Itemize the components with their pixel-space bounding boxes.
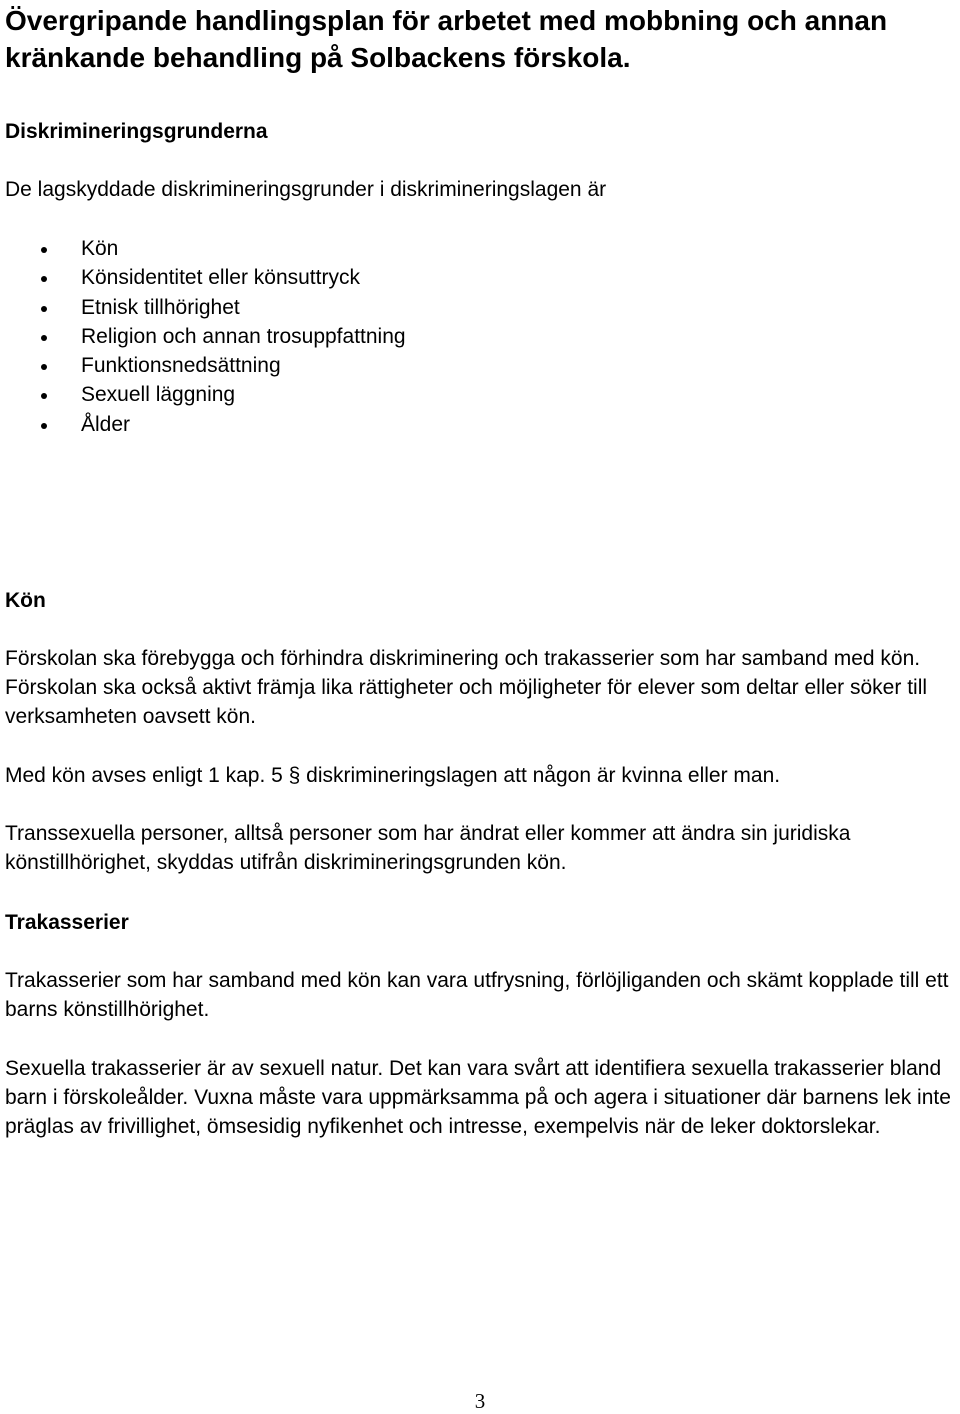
gender-paragraph-1: Förskolan ska förebygga och förhindra diskriminering och trakasserier som har samband med kön. Förskolan ska också aktivt främja lika rättigheter och möjligheter för elever som deltar eller söker till verksamheten oavsett kön. bbox=[5, 647, 928, 728]
bullet-icon bbox=[41, 393, 47, 399]
grounds-list bbox=[0, 234, 406, 439]
gender-paragraph-2: Med kön avses enligt 1 kap. 5 § diskrimineringslagen att någon är kvinna eller man. bbox=[5, 764, 781, 787]
harassment-paragraph-1: Trakasserier som har samband med kön kan vara utfrysning, förlöjliganden och skämt kopplade till ett barns könstillhörighet. bbox=[5, 969, 949, 1021]
list-item-label: Könsidentitet eller könsuttryck bbox=[81, 266, 360, 290]
grounds-intro: De lagskyddade diskrimineringsgrunder i diskrimineringslagen är bbox=[5, 178, 607, 201]
bullet-icon bbox=[41, 423, 47, 429]
bullet-icon bbox=[41, 276, 47, 282]
bullet-icon bbox=[41, 247, 47, 253]
page-number: 3 bbox=[474, 1389, 486, 1413]
list-item-label: Sexuell läggning bbox=[81, 383, 236, 407]
bullet-icon bbox=[41, 364, 47, 370]
list-item bbox=[0, 322, 406, 351]
document-title: Övergripande handlingsplan för arbetet med mobbning och annan kränkande behandling på Solbackens förskola. bbox=[5, 5, 888, 73]
grounds-heading: Diskrimineringsgrunderna bbox=[5, 120, 268, 143]
list-item bbox=[0, 410, 406, 439]
list-item bbox=[0, 380, 406, 409]
list-item-label: Etnisk tillhörighet bbox=[81, 295, 240, 319]
gender-paragraph-3: Transsexuella personer, alltså personer som har ändrat eller kommer att ändra sin juridiska könstillhörighet, skyddas utifrån diskrimineringsgrunden kön. bbox=[5, 822, 851, 874]
bullet-icon bbox=[41, 335, 47, 341]
list-item-label: Funktionsnedsättning bbox=[81, 354, 281, 378]
list-item bbox=[0, 351, 406, 380]
list-item bbox=[0, 234, 406, 263]
bullet-icon bbox=[41, 306, 47, 312]
list-item-label: Kön bbox=[81, 237, 119, 260]
list-item-label: Ålder bbox=[81, 412, 131, 436]
gender-heading: Kön bbox=[5, 589, 46, 612]
harassment-heading: Trakasserier bbox=[5, 911, 129, 934]
list-item-label: Religion och annan trosuppfattning bbox=[81, 324, 406, 348]
list-item bbox=[0, 263, 406, 292]
harassment-paragraph-2: Sexuella trakasserier är av sexuell natur. Det kan vara svårt att identifiera sexuella trakasserier bland barn i förskoleålder. Vuxna måste vara uppmärksamma på och agera i situationer där barnens lek inte präglas av frivillighet, ömsesidig nyfikenhet och intresse, exempelvis när de leker doktorslekar. bbox=[5, 1057, 951, 1138]
list-item bbox=[0, 293, 406, 322]
